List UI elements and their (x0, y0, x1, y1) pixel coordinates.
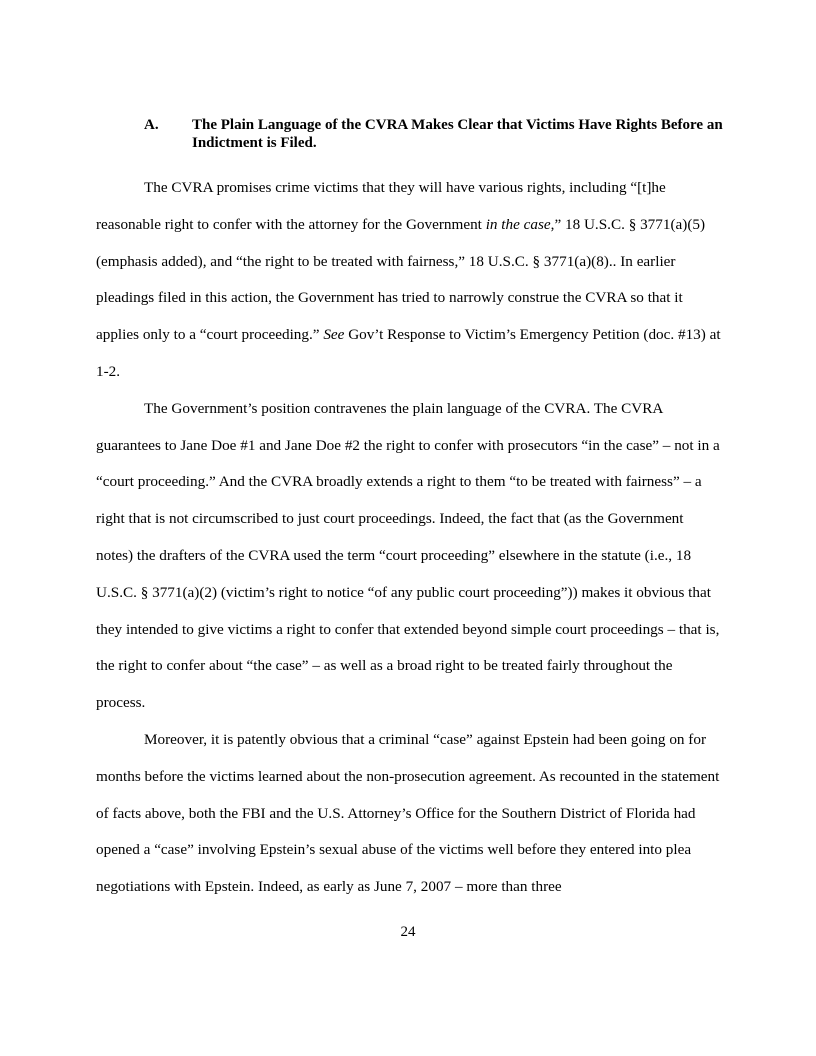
citation-signal-see: See (323, 326, 345, 344)
paragraph-1-part-c: ,” 18 U.S.C. § 3771(a)(5) (emphasis added), and “the right to be treated with fairness,” 18 U.S.C. § 3771(a)(8).. In earlier pleadings filed in this action, the Government has tried to narrowly construe the CVRA so that it applies only to a “court proceeding.” (96, 215, 706, 344)
section-letter: A. (144, 117, 159, 133)
body-text (96, 170, 722, 906)
page-number: 24 (400, 924, 416, 940)
section-title: The Plain Language of the CVRA Makes Clear that Victims Have Rights Before an Indictment is Filed. (192, 117, 723, 151)
paragraph-2: The Government’s position contravenes the plain language of the CVRA. The CVRA guarantees to Jane Doe #1 and Jane Doe #2 the right to confer with prosecutors “in the case” – not in a “court proceeding.” And the CVRA broadly extends a right to them “to be treated with fairness” – a right that is not circumscribed to just court proceedings. Indeed, the fact that (as the Government notes) the drafters of the CVRA used the term “court proceeding” elsewhere in the statute (i.e., 18 U.S.C. § 3771(a)(2) (victim’s right to notice “of any public court proceeding”)) makes it obvious that they intended to give victims a right to confer that extended beyond simple court proceedings – that is, the right to confer about “the case” – as well as a broad right to be treated fairly throughout the process. (96, 399, 720, 712)
emphasis-in-the-case: in the case (485, 215, 551, 233)
paragraph-3: Moreover, it is patently obvious that a criminal “case” against Epstein had been going on for months before the victims learned about the non-prosecution agreement. As recounted in the statement of facts above, both the FBI and the U.S. Attorney’s Office for the Southern District of Florida had opened a “case” involving Epstein’s sexual abuse of the victims well before they entered into plea negotiations with Epstein. Indeed, as early as June 7, 2007 – more than three (96, 730, 720, 896)
paragraph-1-part-e: Gov’t Response to Victim’s Emergency Petition (doc. #13) at 1-2. (96, 326, 721, 380)
paragraph-1-part-a: The CVRA promises crime victims that they will have various rights, including “[t]he reasonable right to confer with the attorney for the Government (96, 179, 666, 233)
paragraph-1 (96, 170, 722, 391)
